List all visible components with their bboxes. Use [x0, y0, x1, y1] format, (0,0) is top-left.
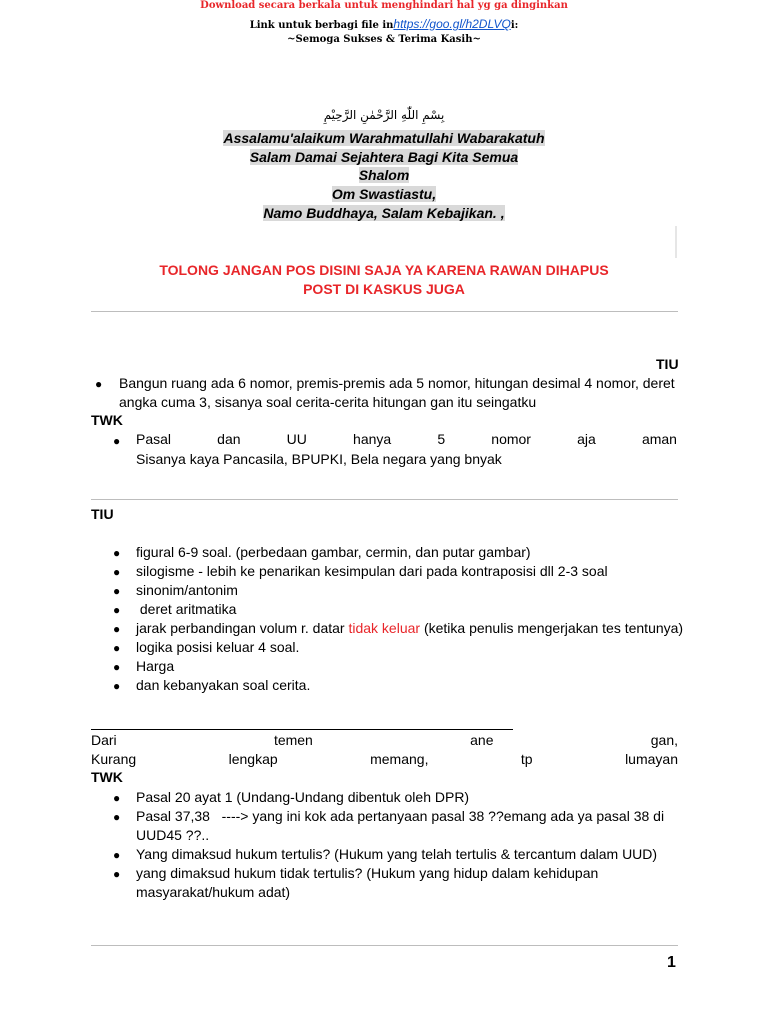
- list-item: Harga: [136, 658, 175, 674]
- greeting-line: Salam Damai Sejahtera Bagi Kita Semua: [249, 149, 519, 165]
- list-item-continuation: UUD45 ??..: [136, 827, 210, 843]
- section1-twk-heading: TWK: [91, 412, 123, 428]
- divider: [91, 945, 678, 946]
- list-item: [136, 619, 683, 638]
- word: temen: [273, 732, 313, 748]
- section1-tiu-heading: TIU: [656, 356, 679, 372]
- greeting-line: Shalom: [358, 167, 410, 183]
- word: dan: [217, 431, 241, 447]
- word: aja: [577, 431, 596, 447]
- word: Dari: [91, 732, 117, 748]
- justified-line: [91, 751, 678, 767]
- download-note: Download secara berkala untuk menghindari hal yg ga dinginkan: [200, 0, 568, 11]
- basmalah: بِسْمِ اللّٰهِ الرَّحْمٰنِ الرَّحِيْمِ: [323, 108, 445, 122]
- item-text-after: (ketika penulis mengerjakan tes tentunya): [420, 620, 684, 636]
- word: lengkap: [228, 751, 278, 767]
- list-item: deret aritmatika: [136, 601, 237, 617]
- list-item: yang dimaksud hukum tidak tertulis? (Hukum yang hidup dalam kehidupan: [136, 865, 599, 881]
- bullet-icon: ●: [113, 622, 121, 636]
- divider: [91, 311, 678, 312]
- bullet-icon: ●: [113, 660, 121, 674]
- bullet-icon: ●: [113, 603, 121, 617]
- greeting-line: Assalamu'alaikum Warahmatullahi Wabarakatuh: [223, 130, 545, 146]
- word: Kurang: [91, 751, 137, 767]
- word: 5: [437, 431, 446, 447]
- red-emphasis: tidak keluar: [348, 620, 421, 636]
- twk-justified-line: [136, 431, 677, 447]
- warning-line-2: POST DI KASKUS JUGA: [303, 281, 465, 297]
- bullet-icon: ●: [113, 434, 121, 448]
- page-number: 1: [667, 954, 676, 971]
- bullet-icon: ●: [113, 546, 121, 560]
- closing-note: ~Semoga Sukses & Terima Kasih~: [287, 34, 481, 45]
- margin-mark: [675, 226, 677, 258]
- share-link[interactable]: https://goo.gl/h2DLVQ: [393, 17, 511, 31]
- bullet-icon: ●: [113, 791, 121, 805]
- list-item: Yang dimaksud hukum tertulis? (Hukum yang telah tertulis & tercantum dalam UUD): [136, 846, 658, 862]
- justified-line: [91, 732, 678, 748]
- word: hanya: [353, 431, 392, 447]
- share-suffix: i:: [510, 20, 519, 31]
- bullet-icon: ●: [113, 584, 121, 598]
- list-item: Pasal 20 ayat 1 (Undang-Undang dibentuk oleh DPR): [136, 789, 470, 805]
- bullet-icon: ●: [113, 848, 121, 862]
- section2-tiu-heading: TIU: [91, 506, 114, 522]
- list-item-continuation: masyarakat/hukum adat): [136, 884, 291, 900]
- list-item-continuation: Sisanya kaya Pancasila, BPUPKI, Bela negara yang bnyak: [136, 451, 502, 467]
- bullet-icon: ●: [113, 565, 121, 579]
- list-item: figural 6-9 soal. (perbedaan gambar, cermin, dan putar gambar): [136, 544, 531, 560]
- item-text: jarak perbandingan volum r. datar: [136, 620, 349, 636]
- list-item: Bangun ruang ada 6 nomor, premis-premis ada 5 nomor, hitungan desimal 4 nomor, deret: [119, 375, 675, 391]
- greeting-line: Om Swastiastu,: [331, 186, 437, 202]
- share-line: [0, 17, 768, 31]
- list-item: Pasal 37,38 ----> yang ini kok ada pertanyaan pasal 38 ??emang ada ya pasal 38 di: [136, 808, 665, 824]
- word: ane: [470, 732, 494, 748]
- list-item: logika posisi keluar 4 soal.: [136, 639, 300, 655]
- word: gan,: [650, 732, 678, 748]
- greeting-line: Namo Buddhaya, Salam Kebajikan. ,: [263, 205, 505, 221]
- list-item-continuation: angka cuma 3, sisanya soal cerita-cerita hitungan gan itu seingatku: [119, 394, 537, 410]
- list-item: sinonim/antonim: [136, 582, 238, 598]
- list-item: silogisme - lebih ke penarikan kesimpulan dari pada kontraposisi dll 2-3 soal: [136, 563, 608, 579]
- word: tp: [520, 751, 533, 767]
- divider: [91, 499, 678, 500]
- section3-twk-heading: TWK: [91, 769, 123, 785]
- word: aman: [641, 431, 677, 447]
- bullet-icon: ●: [113, 679, 121, 693]
- share-prefix: Link untuk berbagi file in: [249, 20, 394, 31]
- word: UU: [286, 431, 307, 447]
- word: Pasal: [136, 431, 172, 447]
- list-item: dan kebanyakan soal cerita.: [136, 677, 311, 693]
- underline-rule: [91, 729, 513, 730]
- bullet-icon: ●: [113, 641, 121, 655]
- bullet-icon: ●: [95, 377, 103, 391]
- word: memang,: [370, 751, 429, 767]
- bullet-icon: ●: [113, 867, 121, 881]
- bullet-icon: ●: [113, 810, 121, 824]
- warning-line-1: TOLONG JANGAN POS DISINI SAJA YA KARENA RAWAN DIHAPUS: [159, 262, 609, 278]
- word: lumayan: [625, 751, 678, 767]
- word: nomor: [491, 431, 531, 447]
